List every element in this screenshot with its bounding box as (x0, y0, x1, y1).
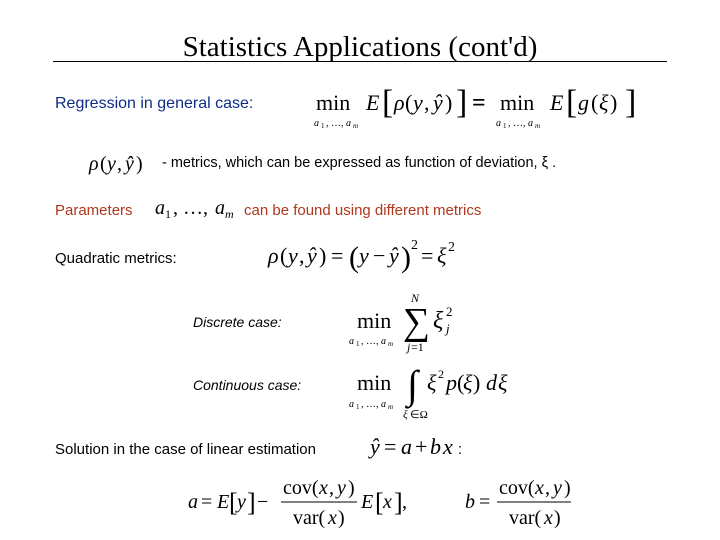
svg-text:a: a (215, 197, 225, 219)
svg-text:a: a (381, 399, 386, 410)
svg-text:, …,: , …, (173, 197, 208, 219)
svg-text:(: ( (100, 153, 107, 175)
svg-text:a: a (381, 336, 386, 347)
svg-text:(: ( (591, 90, 599, 115)
continuous-dxi (484, 366, 518, 400)
regression-label: Regression in general case: (55, 95, 254, 112)
svg-text:m: m (225, 207, 234, 221)
svg-text:(: ( (349, 241, 359, 274)
svg-text:b: b (430, 434, 441, 459)
svg-text:): ) (319, 243, 327, 268)
svg-text:2: 2 (438, 367, 444, 381)
svg-text:]: ] (247, 488, 256, 517)
svg-text:): ) (445, 90, 453, 115)
svg-text:min: min (500, 90, 535, 115)
svg-text:1: 1 (356, 340, 360, 348)
solution-label: Solution in the case of linear estimation (55, 441, 316, 458)
regression-formula (310, 80, 650, 130)
svg-text:min: min (316, 90, 351, 115)
svg-text:,: , (299, 243, 305, 268)
svg-text:[: [ (229, 488, 238, 517)
svg-text:ŷ: ŷ (307, 243, 317, 268)
svg-text:a: a (349, 336, 354, 347)
svg-text:): ) (348, 477, 355, 499)
continuous-formula (345, 358, 485, 422)
svg-text:y: y (359, 243, 369, 268)
svg-text:var(: var( (509, 507, 542, 529)
discrete-label: Discrete case: (193, 314, 282, 330)
continuous-label: Continuous case: (193, 377, 302, 393)
rho-formula (85, 146, 165, 180)
svg-text:=: = (421, 243, 434, 268)
svg-text:2: 2 (448, 240, 455, 255)
svg-text:b: b (465, 491, 475, 513)
svg-text:d: d (486, 370, 497, 395)
svg-text:=: = (384, 434, 397, 459)
svg-text:y: y (413, 90, 423, 115)
svg-text:a: a (188, 491, 198, 513)
svg-text:ρ: ρ (394, 90, 405, 115)
svg-text:E: E (361, 491, 374, 513)
svg-text:y: y (553, 477, 562, 499)
svg-text:x: x (319, 477, 328, 499)
svg-text:): ) (554, 507, 561, 529)
svg-text:m: m (388, 340, 394, 348)
title-underline (53, 61, 667, 62)
svg-text:y: y (337, 477, 346, 499)
svg-text:=: = (472, 90, 486, 116)
svg-text:,: , (424, 90, 430, 115)
svg-text:,: , (402, 491, 407, 513)
svg-text:−: − (373, 243, 386, 268)
svg-text:x: x (544, 507, 553, 529)
svg-text:N: N (411, 291, 420, 305)
svg-text:(: ( (280, 243, 288, 268)
svg-text:x: x (328, 507, 337, 529)
svg-text:a: a (528, 118, 533, 129)
parameters-label: Parameters (55, 202, 133, 219)
discrete-formula (345, 288, 475, 354)
svg-text:m: m (388, 403, 394, 411)
slide-title: Statistics Applications (cont'd) (182, 31, 538, 63)
svg-text:a: a (346, 118, 351, 129)
svg-text:[: [ (375, 488, 384, 517)
linear-estimate-formula (368, 430, 458, 464)
svg-text:ρ: ρ (268, 243, 279, 268)
svg-text:]: ] (456, 84, 468, 121)
svg-text:y: y (237, 491, 246, 513)
svg-text:∈Ω: ∈Ω (410, 409, 428, 421)
svg-text:): ) (473, 370, 481, 395)
svg-text:=1: =1 (411, 340, 424, 354)
svg-text:j: j (407, 340, 411, 354)
svg-text:): ) (338, 507, 345, 529)
svg-text:1: 1 (356, 403, 360, 411)
svg-text:a: a (349, 399, 354, 410)
metrics-note: - metrics, which can be expressed as function of deviation, ξ . (162, 155, 557, 171)
svg-text:p: p (446, 370, 457, 395)
svg-text:ξ: ξ (403, 409, 408, 421)
svg-text:var(: var( (293, 507, 326, 529)
svg-text:,: , (117, 153, 122, 175)
svg-text:ξ: ξ (433, 308, 444, 334)
svg-text:ŷ: ŷ (389, 243, 399, 268)
svg-text:ξ: ξ (599, 90, 609, 115)
svg-text:,: , (545, 477, 550, 499)
solution-colon: : (458, 441, 463, 458)
svg-text:y: y (107, 153, 116, 175)
estimator-formulas (185, 474, 575, 534)
svg-text:x: x (443, 434, 453, 459)
svg-text:1: 1 (165, 207, 171, 221)
svg-text:a: a (314, 118, 319, 129)
svg-text:[: [ (566, 84, 578, 121)
quadratic-label: Quadratic metrics: (55, 250, 177, 267)
svg-text:ξ: ξ (427, 370, 437, 395)
svg-text:): ) (136, 153, 143, 175)
svg-text:, …,: , …, (361, 399, 379, 410)
svg-text:): ) (610, 90, 618, 115)
svg-text:m: m (535, 122, 541, 130)
parameters-formula (153, 190, 243, 226)
svg-text:g: g (578, 90, 589, 115)
svg-text:ρ: ρ (89, 153, 99, 175)
quadratic-formula (265, 235, 470, 275)
svg-text:a: a (401, 434, 412, 459)
svg-text:2: 2 (446, 304, 453, 319)
svg-text:, …,: , …, (508, 118, 526, 129)
svg-text:x: x (383, 491, 392, 513)
svg-text:, …,: , …, (361, 336, 379, 347)
svg-text:a: a (496, 118, 501, 129)
svg-text:cov(: cov( (499, 477, 535, 499)
svg-text:E: E (217, 491, 230, 513)
svg-text:]: ] (625, 84, 637, 121)
svg-text:,: , (329, 477, 334, 499)
svg-text:]: ] (394, 488, 403, 517)
svg-text:(: ( (405, 90, 413, 115)
svg-text:=: = (331, 243, 344, 268)
svg-text:ŷ: ŷ (125, 153, 134, 175)
svg-text:ξ: ξ (463, 370, 473, 395)
svg-text:∑: ∑ (403, 301, 431, 343)
svg-text:[: [ (382, 84, 394, 121)
svg-text:1: 1 (321, 122, 325, 130)
svg-text:a: a (155, 197, 165, 219)
svg-text:=: = (201, 491, 213, 513)
svg-text:1: 1 (503, 122, 507, 130)
svg-text:x: x (535, 477, 544, 499)
svg-text:E: E (366, 90, 380, 115)
svg-text:=: = (479, 491, 491, 513)
svg-text:−: − (257, 491, 269, 513)
svg-text:∫: ∫ (407, 362, 418, 407)
parameters-note: can be found using different metrics (244, 202, 482, 219)
svg-text:2: 2 (411, 238, 418, 253)
svg-text:, …,: , …, (326, 118, 344, 129)
svg-text:j: j (446, 321, 450, 336)
svg-text:m: m (353, 122, 359, 130)
svg-text:y: y (288, 243, 298, 268)
svg-text:ξ: ξ (498, 370, 508, 395)
svg-text:ŷ: ŷ (433, 90, 443, 115)
svg-text:ξ: ξ (437, 243, 447, 268)
svg-text:E: E (550, 90, 564, 115)
svg-text:ŷ: ŷ (370, 434, 380, 459)
svg-text:min: min (357, 370, 392, 395)
svg-text:): ) (401, 241, 411, 274)
svg-text:cov(: cov( (283, 477, 319, 499)
svg-text:(: ( (457, 370, 465, 395)
svg-text:min: min (357, 308, 392, 333)
svg-text:): ) (564, 477, 571, 499)
svg-text:+: + (415, 434, 428, 459)
